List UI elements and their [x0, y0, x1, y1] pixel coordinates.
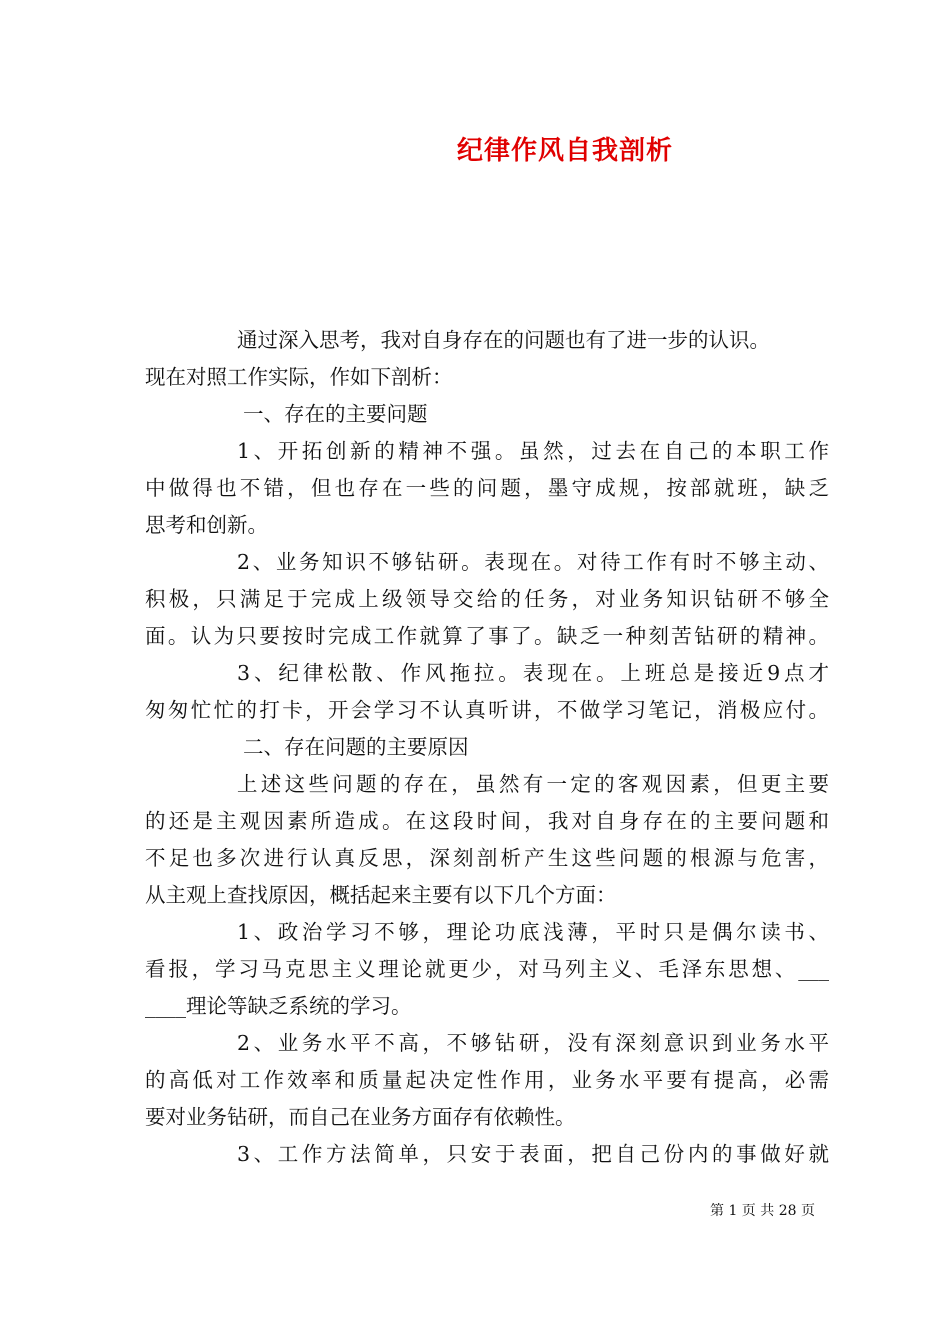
paragraph-line: 面。认为只要按时完成工作就算了事了。缺乏一种刻苦钻研的精神。	[145, 624, 829, 648]
paragraph-line: 的高低对工作效率和质量起决定性作用，业务水平要有提高，必需	[145, 1068, 829, 1092]
paragraph-line: 1、政治学习不够，理论功底浅薄，平时只是偶尔读书、	[237, 920, 829, 944]
paragraph-line: 中做得也不错，但也存在一些的问题，墨守成规，按部就班，缺乏	[145, 476, 829, 500]
paragraph-line: 积极，只满足于完成上级领导交给的任务，对业务知识钻研不够全	[145, 587, 829, 611]
paragraph-line: 通过深入思考，我对自身存在的问题也有了进一步的认识。	[237, 328, 770, 352]
paragraph-line: 看报，学习马克思主义理论就更少，对马列主义、毛泽东思想、___	[145, 957, 829, 981]
paragraph-line: 2、业务水平不高，不够钻研，没有深刻意识到业务水平	[237, 1031, 829, 1055]
paragraph-line: 从主观上查找原因，概括起来主要有以下几个方面：	[145, 883, 617, 907]
paragraph-line: 2、业务知识不够钻研。表现在。对待工作有时不够主动、	[237, 550, 829, 574]
paragraph-line: 1、开拓创新的精神不强。虽然，过去在自己的本职工作	[237, 439, 829, 463]
paragraph-line: 上述这些问题的存在，虽然有一定的客观因素，但更主要	[237, 772, 829, 796]
document-title: 纪律作风自我剖析	[456, 136, 673, 166]
paragraph-line: 不足也多次进行认真反思，深刻剖析产生这些问题的根源与危害，	[145, 846, 829, 870]
page-number: 第 1 页 共 28 页	[710, 1203, 815, 1219]
paragraph-line: 匆匆忙忙的打卡，开会学习不认真听讲，不做学习笔记，消极应付。	[145, 698, 829, 722]
paragraph-line: 思考和创新。	[145, 513, 268, 537]
paragraph-line: 3、纪律松散、作风拖拉。表现在。上班总是接近9点才	[237, 661, 829, 685]
paragraph-line: ____理论等缺乏系统的学习。	[145, 994, 412, 1018]
paragraph-line: 3、工作方法简单，只安于表面，把自己份内的事做好就	[237, 1142, 829, 1166]
paragraph-line: 要对业务钻研，而自己在业务方面存有依赖性。	[145, 1105, 576, 1129]
paragraph-line: 的还是主观因素所造成。在这段时间，我对自身存在的主要问题和	[145, 809, 829, 833]
section-heading: 一、存在的主要问题	[243, 402, 428, 426]
paragraph-line: 现在对照工作实际，作如下剖析：	[145, 365, 453, 389]
section-heading: 二、存在问题的主要原因	[243, 735, 469, 759]
document-body	[145, 322, 829, 1173]
